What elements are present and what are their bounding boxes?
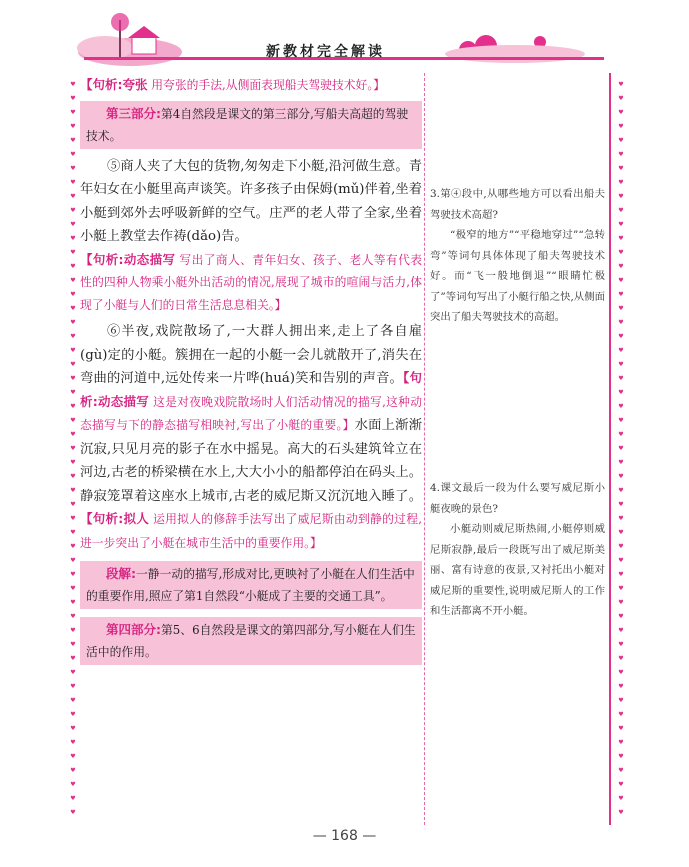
- paragraph-6: [80, 320, 422, 555]
- note-text: 用夸张的手法,从侧面表现船夫驾驶技术好。】: [151, 78, 386, 92]
- part-label: 第四部分:: [106, 622, 161, 637]
- header-decoration: [0, 0, 689, 80]
- house-roof: [128, 26, 160, 38]
- note-label: 【句析:拟人: [80, 511, 150, 526]
- answer-text: “极窄的地方”“平稳地穿过”“急转弯”等词句具体体现了船夫驾驶技术好。而“飞一般地倒退”“眼睛忙极了”等词句写出了小艇行船之快,从侧面突出了船夫驾驶技术的高超。: [430, 229, 605, 323]
- right-heart-border: ♥ ♥ ♥ ♥ ♥ ♥ ♥ ♥ ♥ ♥ ♥ ♥ ♥ ♥ ♥ ♥ ♥ ♥ ♥ ♥ ♥ ♥ ♥ ♥ ♥ ♥ ♥ ♥ ♥ ♥ ♥ ♥ ♥ ♥ ♥ ♥ ♥ ♥ ♥ ♥ ♥ ♥ ♥ ♥ ♥ ♥ ♥ ♥ ♥ ♥ ♥ ♥ ♥: [618, 81, 624, 816]
- main-column: [80, 74, 422, 665]
- question-text: 3.第④段中,从哪些地方可以看出船夫驾驶技术高超?: [430, 188, 605, 221]
- part-text: 第5、6自然段是课文的第四部分,写小艇在人们生活中的作用。: [86, 623, 416, 659]
- note-label: 【句析:动态描写: [80, 251, 176, 267]
- note-personification: [80, 512, 422, 550]
- left-heart-border: ♥ ♥ ♥ ♥ ♥ ♥ ♥ ♥ ♥ ♥ ♥ ♥ ♥ ♥ ♥ ♥ ♥ ♥ ♥ ♥ ♥ ♥ ♥ ♥ ♥ ♥ ♥ ♥ ♥ ♥ ♥ ♥ ♥ ♥ ♥ ♥ ♥ ♥ ♥ ♥ ♥ ♥ ♥ ♥ ♥ ♥ ♥ ♥ ♥ ♥ ♥ ♥ ♥: [70, 81, 76, 816]
- part-text: 第4自然段是课文的第三部分,写船夫高超的驾驶技术。: [86, 106, 409, 143]
- answer-text: 小艇动则威尼斯热闹,小艇停则威尼斯寂静,最后一段既写出了威尼斯美丽、富有诗意的夜景,又衬托出小艇对威尼斯的重要性,说明威尼斯人的工作和生活都离不开小艇。: [430, 523, 605, 617]
- paragraph-6-part-2: 水面上渐渐沉寂,只见月亮的影子在水中摇晃。高大的石头建筑耸立在河边,古老的桥梁横在水上,大大小小的船都停泊在码头上。静寂笼罩着这座水上城市,古老的威尼斯又沉沉地入睡了。: [80, 418, 422, 504]
- page-header: [0, 0, 689, 80]
- note-text: 这是对夜晚戏院散场时人们活动情况的描写,这种动态描写与下的静态描写相映衬,写出了小艇的重要。】: [80, 394, 422, 432]
- paragraph-6-part-1: ⑥半夜,戏院散场了,一大群人拥出来,走上了各自雇(gù)定的小艇。簇拥在一起的小艇一会儿就散开了,消失在弯曲的河道中,远处传来一片哗(huá)笑和告别的声音。: [80, 324, 422, 386]
- side-question-3: [430, 184, 605, 328]
- part-label: 第三部分:: [106, 105, 161, 121]
- right-cloud: [445, 45, 585, 63]
- question-text: 4.课文最后一段为什么要写威尼斯小艇夜晚的景色?: [430, 482, 605, 515]
- paragraph-5: ⑤商人夹了大包的货物,匆匆走下小艇,沿河做生意。青年妇女在小艇里高声谈笑。许多孩子由保姆(mǔ)伴着,坐着小艇到郊外去呼吸新鲜的空气。庄严的老人带了全家,坐着小艇上教堂去作祷(dǎo)告。: [80, 158, 422, 244]
- note-text: 运用拟人的修辞手法写出了威尼斯由动到静的过程,进一步突出了小艇在城市生活中的重要作用。】: [80, 512, 422, 550]
- note-label: 【句析:动态描写: [80, 370, 422, 409]
- summary-label: 段解:: [106, 566, 136, 581]
- book-title: 新教材完全解读: [266, 44, 385, 60]
- note-text: 写出了商人、青年妇女、孩子、老人等有代表性的四种人物乘小艇外出活动的情况,展现了城市的喧闹与活力,体现了小艇与人们的日常生活息息相关。】: [80, 252, 423, 312]
- part-three-box: [80, 101, 422, 149]
- page-number: — 168 —: [312, 828, 377, 844]
- note-dynamic-1: [80, 249, 422, 317]
- part-four-box: [80, 617, 422, 665]
- summary-text: 一静一动的描写,形成对比,更映衬了小艇在人们生活中的重要作用,照应了第1自然段“小艇成了主要的交通工具”。: [86, 567, 415, 603]
- house-icon: [132, 36, 156, 54]
- paragraph-summary-box: [80, 561, 422, 609]
- tree-top: [111, 13, 129, 31]
- side-question-4: [430, 478, 605, 622]
- note-label: 【句析:夸张: [80, 77, 148, 92]
- note-exaggeration: [80, 74, 422, 97]
